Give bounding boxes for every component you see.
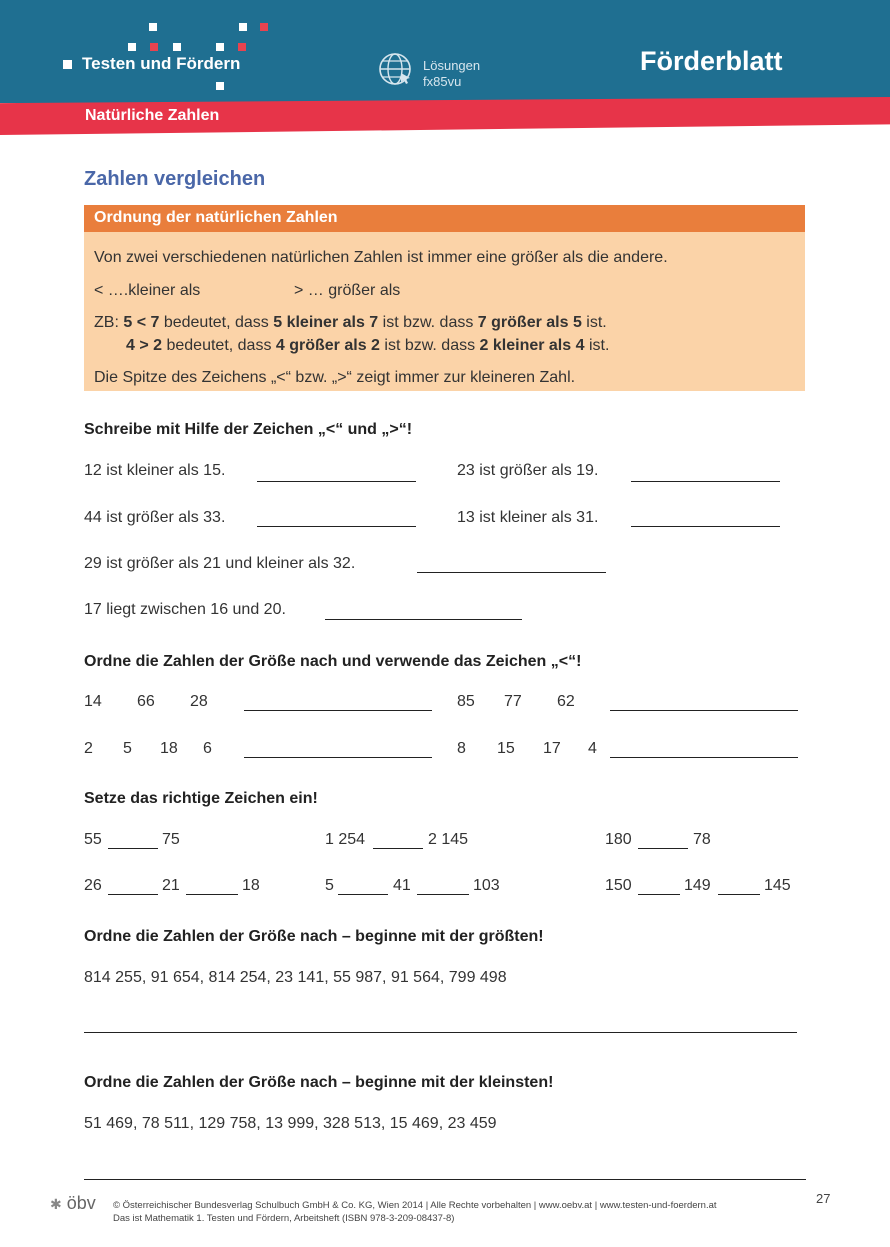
number: 5: [123, 740, 132, 757]
number: 14: [84, 693, 102, 710]
number: 8: [457, 740, 466, 757]
example-expr: 5 < 7: [123, 314, 160, 331]
info-tip: Die Spitze des Zeichens „<“ bzw. „>“ zeigt immer zur kleineren Zahl.: [94, 369, 576, 386]
number: 103: [473, 877, 500, 894]
task1-item: 29 ist größer als 21 und kleiner als 32.: [84, 555, 356, 572]
task4-heading: Ordne die Zahlen der Größe nach – beginne mit der größten!: [84, 928, 544, 945]
answer-line[interactable]: [631, 526, 780, 527]
sign-blank[interactable]: [417, 894, 469, 895]
sign-blank[interactable]: [718, 894, 760, 895]
brand-name: Testen und Fördern: [82, 54, 241, 73]
star-icon: ✱: [50, 1196, 62, 1212]
example-text: bedeutet, dass: [162, 337, 276, 354]
number: 6: [203, 740, 212, 757]
example-bold: 4 größer als 2: [275, 337, 380, 354]
sign-blank[interactable]: [638, 894, 680, 895]
example-text: ist bzw. dass: [378, 314, 478, 331]
number: 2 145: [428, 831, 469, 848]
answer-line[interactable]: [610, 757, 798, 758]
task1-heading: Schreibe mit Hilfe der Zeichen „<“ und „>“!: [84, 421, 413, 438]
logo-square: [173, 43, 181, 51]
number: 75: [162, 831, 180, 848]
topic-label: Natürliche Zahlen: [85, 107, 220, 124]
answer-line[interactable]: [257, 481, 416, 482]
info-box-header: [84, 205, 805, 232]
solutions-label: Lösungen: [423, 58, 481, 73]
task4-numbers: 814 255, 91 654, 814 254, 23 141, 55 987, 91 564, 799 498: [84, 969, 507, 986]
example-expr: 4 > 2: [126, 337, 163, 354]
logo-square: [239, 23, 247, 31]
publisher-logo: [50, 1193, 96, 1214]
task1-item: 44 ist größer als 33.: [84, 509, 226, 526]
info-lt: [94, 282, 200, 300]
sheet-type: Förderblatt: [640, 46, 783, 76]
number: 2: [84, 740, 93, 757]
number: 150: [605, 877, 632, 894]
number: 41: [393, 877, 411, 894]
number: 77: [504, 693, 522, 710]
logo-square: [260, 23, 268, 31]
solutions-code: fx85vu: [423, 74, 462, 89]
task5-heading: Ordne die Zahlen der Größe nach – beginne mit der kleinsten!: [84, 1074, 554, 1091]
section-title: Zahlen vergleichen: [84, 168, 266, 190]
lt-symbol: <: [94, 282, 104, 299]
logo-square: [238, 43, 246, 51]
number: 78: [693, 831, 711, 848]
number: 1 254: [325, 831, 366, 848]
number: 5: [325, 877, 334, 894]
answer-line[interactable]: [610, 710, 798, 711]
task1-item: 23 ist größer als 19.: [457, 462, 599, 479]
number: 145: [764, 877, 791, 894]
example-bold: 5 kleiner als 7: [273, 314, 379, 331]
number: 21: [162, 877, 180, 894]
answer-line[interactable]: [257, 526, 416, 527]
example-text: ist bzw. dass: [379, 337, 480, 354]
lt-text: ….kleiner als: [107, 282, 201, 299]
info-line: Von zwei verschiedenen natürlichen Zahlen ist immer eine größer als die andere.: [94, 249, 668, 266]
info-gt: [294, 282, 400, 300]
solutions-link[interactable]: [423, 58, 480, 90]
example-text: ist.: [581, 314, 607, 331]
sign-blank[interactable]: [186, 894, 238, 895]
globe-icon[interactable]: [377, 51, 413, 87]
logo-square: [150, 43, 158, 51]
task1-item: 12 ist kleiner als 15.: [84, 462, 226, 479]
task2-heading: Ordne die Zahlen der Größe nach und verwende das Zeichen „<“!: [84, 653, 582, 670]
task3-heading: Setze das richtige Zeichen ein!: [84, 790, 318, 807]
example-bold: 2 kleiner als 4: [479, 337, 585, 354]
number: 55: [84, 831, 102, 848]
sign-blank[interactable]: [108, 848, 158, 849]
number: 62: [557, 693, 575, 710]
answer-line[interactable]: [244, 757, 432, 758]
task1-item: 13 ist kleiner als 31.: [457, 509, 599, 526]
number: 18: [160, 740, 178, 757]
number: 15: [497, 740, 515, 757]
answer-line[interactable]: [631, 481, 780, 482]
number: 180: [605, 831, 632, 848]
number: 4: [588, 740, 597, 757]
sign-blank[interactable]: [638, 848, 688, 849]
number: 28: [190, 693, 208, 710]
logo-square: [128, 43, 136, 51]
logo-square: [149, 23, 157, 31]
task5-numbers: 51 469, 78 511, 129 758, 13 999, 328 513, 15 469, 23 459: [84, 1115, 497, 1132]
book-reference: Das ist Mathematik 1. Testen und Fördern, Arbeitsheft (ISBN 978-3-209-08437-8): [113, 1213, 455, 1224]
gt-symbol: >: [294, 282, 304, 299]
number: 18: [242, 877, 260, 894]
number: 26: [84, 877, 102, 894]
answer-line[interactable]: [244, 710, 432, 711]
info-heading: Ordnung der natürlichen Zahlen: [94, 209, 338, 226]
example-text: bedeutet, dass: [159, 314, 274, 331]
number: 149: [684, 877, 711, 894]
number: 66: [137, 693, 155, 710]
sign-blank[interactable]: [373, 848, 423, 849]
sign-blank[interactable]: [338, 894, 388, 895]
number: 85: [457, 693, 475, 710]
gt-text: … größer als: [307, 282, 401, 299]
answer-line[interactable]: [325, 619, 522, 620]
page-number: 27: [816, 1191, 831, 1206]
answer-line[interactable]: [84, 1032, 797, 1033]
number: 17: [543, 740, 561, 757]
example-bold: 7 größer als 5: [477, 314, 582, 331]
info-example-2: [126, 337, 609, 355]
example-text: ist.: [584, 337, 610, 354]
task1-item: 17 liegt zwischen 16 und 20.: [84, 601, 286, 618]
example-prefix: ZB:: [94, 314, 119, 331]
copyright-line: © Österreichischer Bundesverlag Schulbuch GmbH & Co. KG, Wien 2014 | Alle Rechte vorbehalten | www.oebv.at | www.testen-und-foerdern.at: [113, 1200, 717, 1211]
sign-blank[interactable]: [108, 894, 158, 895]
logo-square: [216, 43, 224, 51]
brand-logo: [63, 54, 240, 74]
publisher-name: öbv: [66, 1193, 96, 1213]
info-example-1: [94, 314, 607, 332]
answer-line[interactable]: [417, 572, 606, 573]
logo-square: [216, 82, 224, 90]
answer-line[interactable]: [84, 1179, 806, 1180]
